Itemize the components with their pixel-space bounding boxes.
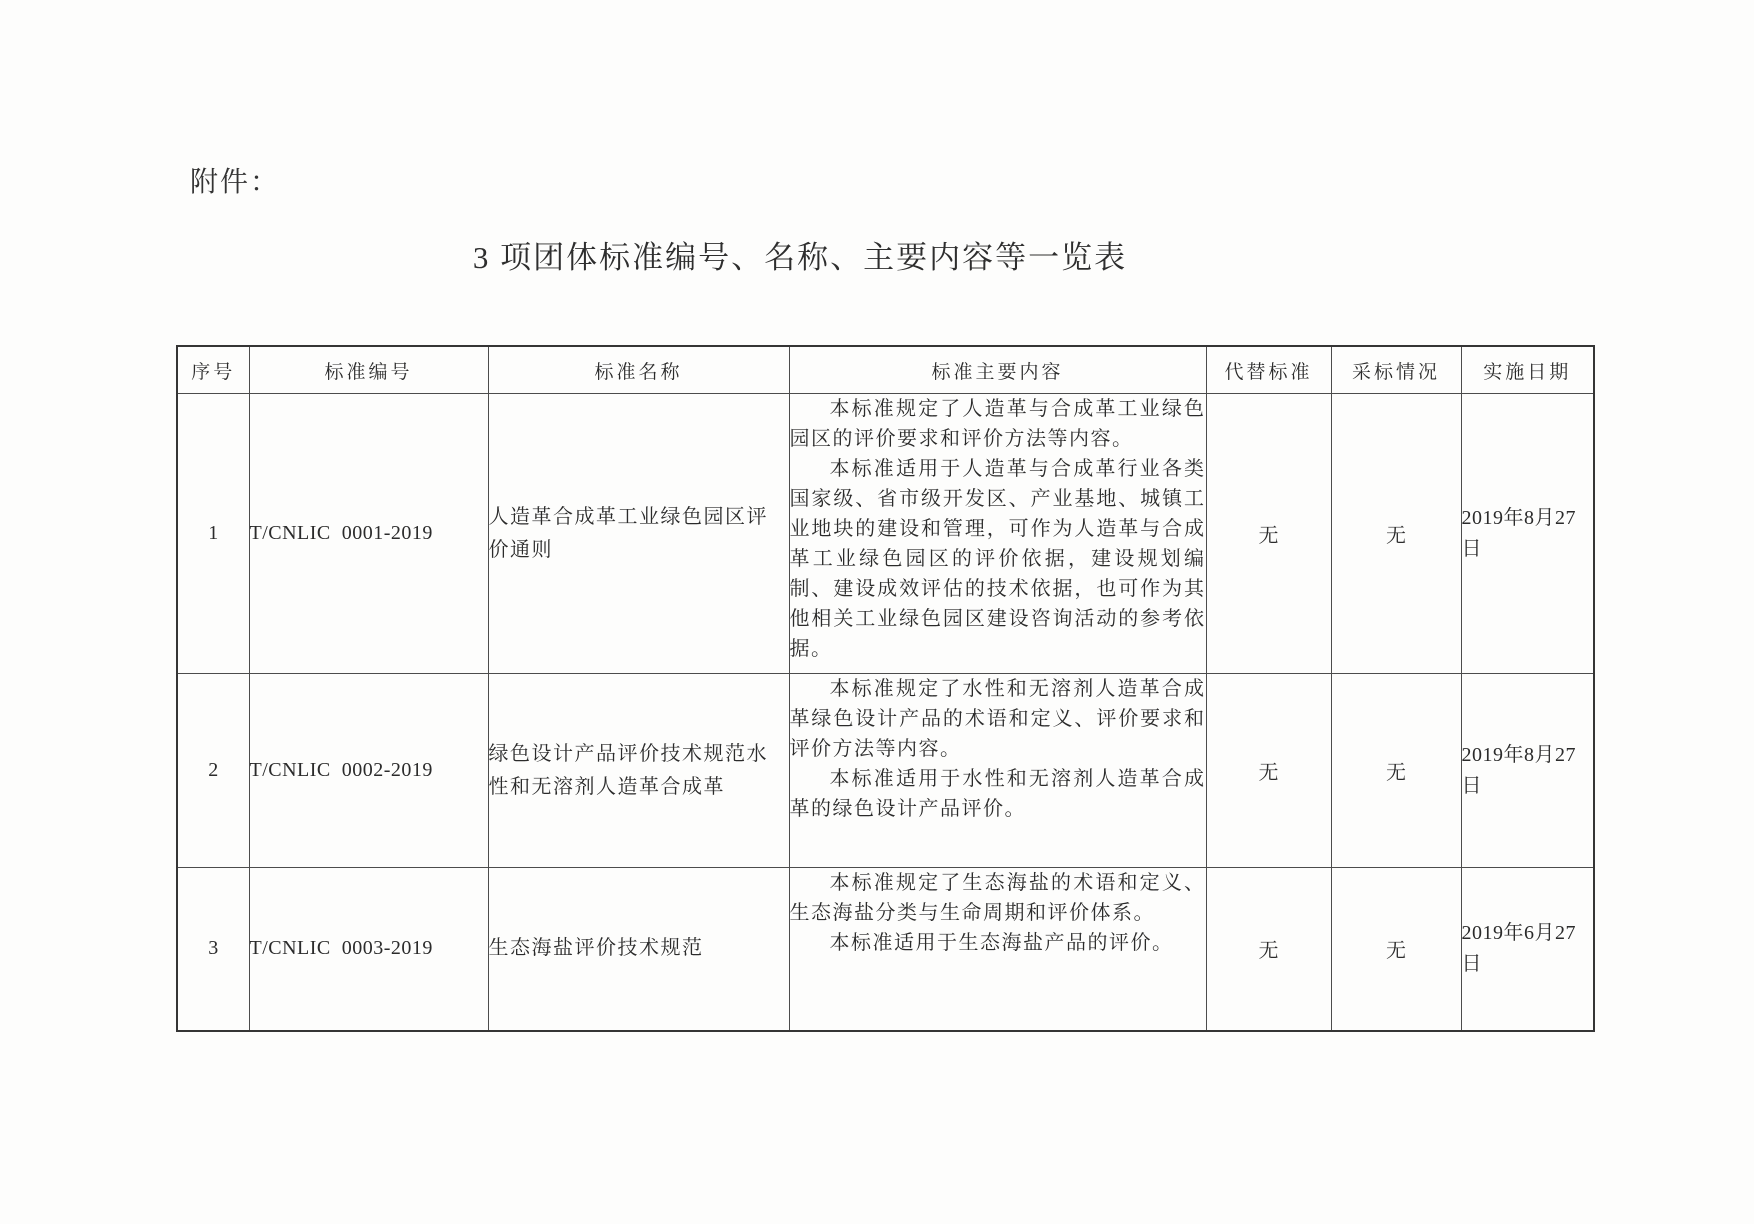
replaced-standard-cell: 无 (1206, 674, 1331, 868)
implementation-date-cell: 2019年8月27日 (1461, 674, 1594, 868)
table-row (177, 868, 1594, 1031)
standard-content-cell (789, 394, 1206, 674)
implementation-date-cell: 2019年8月27日 (1461, 394, 1594, 674)
header-cell-content: 标准主要内容 (789, 346, 1206, 394)
header-cell-date: 实施日期 (1461, 346, 1594, 394)
standard-code-cell: T/CNLIC 0002-2019 (249, 674, 488, 868)
attachment-label: 附件： (190, 167, 281, 198)
header-cell-index: 序号 (177, 346, 249, 394)
adoption-status-cell: 无 (1331, 674, 1461, 868)
row-index-cell: 2 (177, 674, 249, 868)
adoption-status-cell: 无 (1331, 868, 1461, 1031)
content-paragraph: 本标准规定了水性和无溶剂人造革合成革绿色设计产品的术语和定义、评价要求和评价方法等内容。 (789, 678, 1206, 760)
header-cell-code: 标准编号 (249, 346, 488, 394)
standards-table (176, 345, 1593, 1032)
adoption-status-cell: 无 (1331, 394, 1461, 674)
standard-code-cell: T/CNLIC 0001-2019 (249, 394, 488, 674)
header-cell-adoption: 采标情况 (1331, 346, 1461, 394)
header-cell-name: 标准名称 (488, 346, 789, 394)
header-cell-replaced: 代替标准 (1206, 346, 1331, 394)
standard-name-cell: 绿色设计产品评价技术规范水性和无溶剂人造革合成革 (488, 674, 789, 868)
table-header-row (177, 346, 1594, 394)
table-row (177, 674, 1594, 868)
standard-code-cell: T/CNLIC 0003-2019 (249, 868, 488, 1031)
content-paragraph: 本标准适用于人造革与合成革行业各类国家级、省市级开发区、产业基地、城镇工业地块的建设和管理，可作为人造革与合成革工业绿色园区的评价依据，建设规划编制、建设成效评估的技术依据，也可作为其他相关工业绿色园区建设咨询活动的参考依据。 (789, 458, 1206, 660)
implementation-date-cell: 2019年6月27日 (1461, 868, 1594, 1031)
table-row (177, 394, 1594, 674)
replaced-standard-cell: 无 (1206, 394, 1331, 674)
replaced-standard-cell: 无 (1206, 868, 1331, 1031)
standard-content-cell (789, 674, 1206, 868)
page-title: 3 项团体标准编号、名称、主要内容等一览表 (472, 240, 1128, 275)
standard-content-cell (789, 868, 1206, 1031)
content-paragraph: 本标准规定了生态海盐的术语和定义、生态海盐分类与生命周期和评价体系。 (789, 872, 1206, 924)
standard-name-cell: 人造革合成革工业绿色园区评价通则 (488, 394, 789, 674)
row-index-cell: 1 (177, 394, 249, 674)
content-paragraph: 本标准适用于水性和无溶剂人造革合成革的绿色设计产品评价。 (789, 768, 1206, 820)
row-index-cell: 3 (177, 868, 249, 1031)
content-paragraph: 本标准适用于生态海盐产品的评价。 (829, 932, 1174, 954)
content-paragraph: 本标准规定了人造革与合成革工业绿色园区的评价要求和评价方法等内容。 (789, 398, 1206, 450)
standard-name-cell: 生态海盐评价技术规范 (488, 868, 789, 1031)
